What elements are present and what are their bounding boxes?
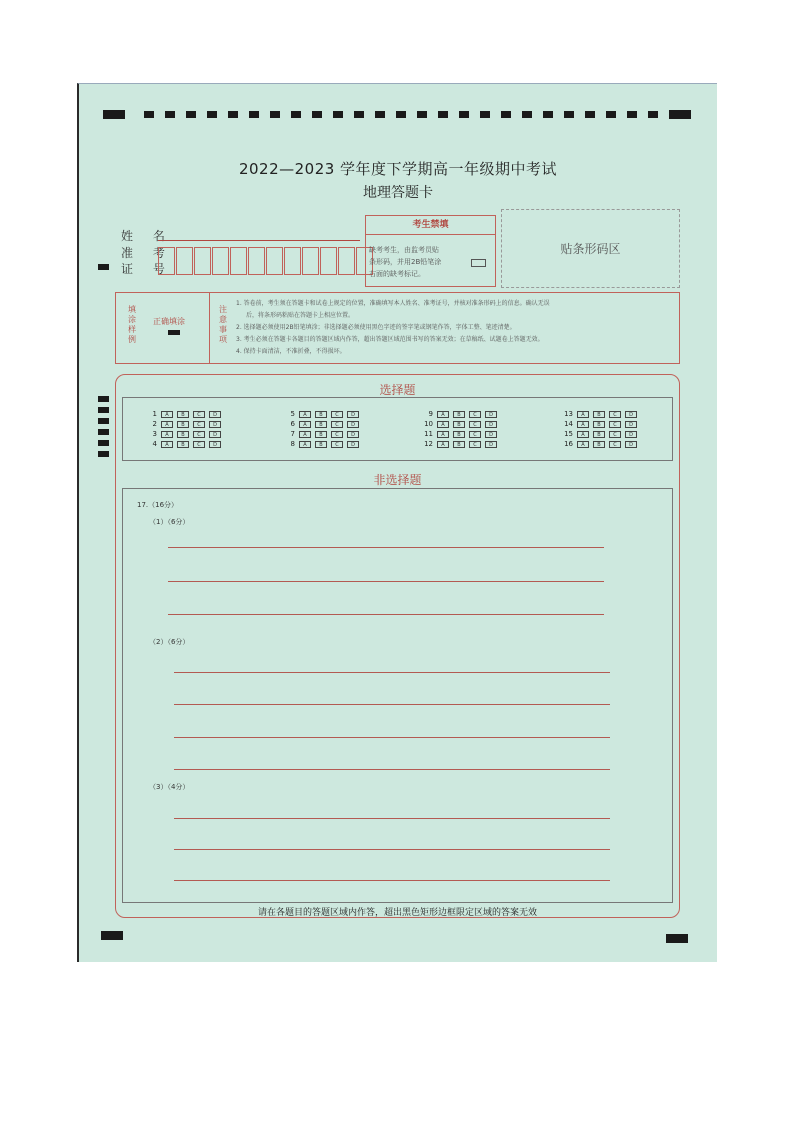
nonchoice-title: 非选择题 (373, 473, 422, 487)
answer-line[interactable] (168, 581, 604, 582)
question-17-label: 17.（16分） (137, 501, 179, 509)
correct-fill-label: 正确填涂 (153, 317, 185, 326)
answer-bubble[interactable]: B (177, 421, 189, 428)
question-number: 13 (564, 410, 573, 418)
exam-id-label-1: 准 考 (121, 246, 173, 260)
answer-bubble[interactable]: C (331, 411, 343, 418)
answer-bubble[interactable]: B (315, 411, 327, 418)
question-number: 15 (564, 430, 573, 438)
choice-question-row (559, 430, 641, 438)
forbidden-text-2: 条形码，并用2B铅笔涂 (369, 258, 442, 266)
choice-question-row (143, 420, 225, 428)
answer-bubble[interactable]: A (577, 441, 589, 448)
nonchoice-box (122, 488, 673, 903)
answer-bubble[interactable]: B (177, 441, 189, 448)
notes-list (236, 298, 550, 358)
choice-question-row (559, 420, 641, 428)
choice-question-row (281, 420, 363, 428)
choice-question-row (281, 410, 363, 418)
question-number: 10 (424, 420, 433, 428)
forbidden-text-1: 缺考考生，由监考员贴 (369, 246, 439, 254)
answer-bubble[interactable]: C (193, 441, 205, 448)
answer-bubble[interactable]: C (469, 411, 481, 418)
answer-sheet (77, 83, 717, 962)
answer-bubble[interactable]: A (577, 411, 589, 418)
answer-bubble[interactable]: D (209, 421, 221, 428)
choice-question-row (143, 430, 225, 438)
answer-bubble[interactable]: B (177, 431, 189, 438)
answer-bubble[interactable]: A (299, 411, 311, 418)
answer-bubble[interactable]: A (437, 421, 449, 428)
instructions-box (115, 292, 680, 364)
part-1-label: （1）（6分） (149, 518, 190, 526)
answer-bubble[interactable]: D (625, 421, 637, 428)
answer-bubble[interactable]: A (161, 411, 173, 418)
answer-bubble[interactable]: C (609, 421, 621, 428)
barcode-area (501, 209, 680, 288)
answer-bubble[interactable]: D (347, 431, 359, 438)
answer-bubble[interactable]: B (453, 411, 465, 418)
answer-line[interactable] (174, 818, 610, 819)
answer-bubble[interactable]: A (299, 431, 311, 438)
note-item: 2. 选择题必须使用2B铅笔填涂；非选择题必须使用黑色字迹的签字笔或钢笔作答，字体工整、笔迹清楚。 (236, 324, 516, 331)
answer-bubble[interactable]: C (193, 421, 205, 428)
answer-line[interactable] (174, 880, 610, 881)
answer-bubble[interactable]: B (453, 421, 465, 428)
answer-line[interactable] (174, 672, 610, 673)
question-number: 9 (428, 410, 433, 418)
choice-question-row (419, 440, 501, 448)
absent-mark-box[interactable] (471, 259, 486, 267)
answer-bubble[interactable]: C (331, 441, 343, 448)
answer-line[interactable] (174, 737, 610, 738)
answer-line[interactable] (174, 769, 610, 770)
answer-bubble[interactable]: C (609, 441, 621, 448)
answer-bubble[interactable]: D (209, 411, 221, 418)
answer-bubble[interactable]: C (469, 421, 481, 428)
answer-bubble[interactable]: D (625, 441, 637, 448)
answer-frame (115, 374, 680, 918)
choice-question-row (281, 430, 363, 438)
question-number: 8 (290, 440, 295, 448)
answer-bubble[interactable]: A (437, 411, 449, 418)
choice-question-row (419, 430, 501, 438)
choice-question-row (419, 410, 501, 418)
answer-bubble[interactable]: B (593, 411, 605, 418)
answer-bubble[interactable]: A (299, 421, 311, 428)
answer-bubble[interactable]: D (485, 421, 497, 428)
question-number: 6 (290, 420, 295, 428)
question-number: 1 (152, 410, 157, 418)
answer-bubble[interactable]: C (609, 411, 621, 418)
fill-example-label: 填涂样例 (128, 305, 136, 344)
answer-bubble[interactable]: D (347, 441, 359, 448)
answer-bubble[interactable]: A (299, 441, 311, 448)
name-field[interactable] (158, 240, 360, 241)
note-item: 后，将条形码粘贴在答题卡上相应位置。 (246, 312, 355, 319)
choice-question-row (143, 410, 225, 418)
choice-title: 选择题 (379, 383, 416, 397)
answer-bubble[interactable]: A (437, 441, 449, 448)
answer-bubble[interactable]: B (453, 441, 465, 448)
question-number: 14 (564, 420, 573, 428)
timing-mark-bottom-left (101, 931, 123, 940)
answer-bubble[interactable]: B (315, 421, 327, 428)
answer-line[interactable] (174, 704, 610, 705)
answer-bubble[interactable]: A (161, 431, 173, 438)
answer-line[interactable] (168, 614, 604, 615)
correct-fill-mark (168, 330, 180, 335)
answer-bubble[interactable]: D (625, 431, 637, 438)
answer-bubble[interactable]: C (193, 411, 205, 418)
exam-title: 2022—2023 学年度下学期高一年级期中考试 (238, 160, 558, 178)
side-timing-mark (98, 264, 109, 270)
question-number: 11 (424, 430, 433, 438)
answer-bubble[interactable]: D (485, 411, 497, 418)
answer-line[interactable] (168, 547, 604, 548)
answer-bubble[interactable]: A (161, 421, 173, 428)
answer-bubble[interactable]: C (331, 431, 343, 438)
choice-question-row (143, 440, 225, 448)
question-number: 16 (564, 440, 573, 448)
answer-bubble[interactable]: D (209, 431, 221, 438)
note-item: 4. 保持卡面清洁，不准折叠，不得损坏。 (236, 348, 346, 355)
note-item: 3. 考生必须在答题卡各题目的答题区域内作答，超出答题区域范围书写的答案无效；在草稿纸、试题卷上答题无效。 (236, 336, 544, 343)
question-number: 7 (290, 430, 295, 438)
name-label: 姓 名 (121, 229, 173, 243)
answer-bubble[interactable]: D (347, 411, 359, 418)
question-number: 3 (152, 430, 157, 438)
part-3-label: （3）（4分） (149, 783, 190, 791)
exam-id-grid[interactable] (158, 247, 374, 275)
answer-bubble[interactable]: D (347, 421, 359, 428)
answer-bubble[interactable]: B (593, 441, 605, 448)
answer-bubble[interactable]: A (437, 431, 449, 438)
answer-bubble[interactable]: A (577, 431, 589, 438)
answer-bubble[interactable]: B (315, 441, 327, 448)
answer-bubble[interactable]: D (209, 441, 221, 448)
answer-bubble[interactable]: C (331, 421, 343, 428)
answer-line[interactable] (174, 849, 610, 850)
answer-bubble[interactable]: D (485, 431, 497, 438)
answer-bubble[interactable]: A (161, 441, 173, 448)
forbidden-box (365, 215, 496, 287)
choice-box (122, 397, 673, 461)
answer-bubble[interactable]: A (577, 421, 589, 428)
choice-question-row (281, 440, 363, 448)
exam-id-label-2: 证 号 (121, 262, 173, 276)
footer-warning: 请在各题目的答题区域内作答，超出黑色矩形边框限定区域的答案无效 (257, 908, 537, 918)
notes-label: 注意事项 (219, 305, 227, 344)
exam-subtitle: 地理答题卡 (363, 185, 433, 201)
answer-bubble[interactable]: B (453, 431, 465, 438)
choice-question-row (419, 420, 501, 428)
answer-bubble[interactable]: C (469, 431, 481, 438)
answer-bubble[interactable]: C (609, 431, 621, 438)
answer-bubble[interactable]: B (315, 431, 327, 438)
answer-bubble[interactable]: B (593, 431, 605, 438)
question-number: 4 (152, 440, 157, 448)
choice-question-row (559, 440, 641, 448)
question-number: 2 (152, 420, 157, 428)
answer-bubble[interactable]: C (469, 441, 481, 448)
answer-bubble[interactable]: D (625, 411, 637, 418)
question-number: 5 (290, 410, 295, 418)
barcode-label: 贴条形码区 (560, 242, 621, 256)
answer-bubble[interactable]: D (485, 441, 497, 448)
timing-mark-bottom-right (666, 934, 688, 943)
answer-bubble[interactable]: C (193, 431, 205, 438)
answer-bubble[interactable]: B (177, 411, 189, 418)
answer-bubble[interactable]: B (593, 421, 605, 428)
note-item: 1. 答卷前，考生须在答题卡和试卷上规定的位置，准确填写本人姓名、准考证号，并核对准条形码上的信息。确认无误 (236, 300, 550, 307)
question-number: 12 (424, 440, 433, 448)
part-2-label: （2）（6分） (149, 638, 190, 646)
forbidden-text-3: 右面的缺考标记。 (369, 270, 425, 278)
forbidden-title: 考生禁填 (366, 216, 495, 235)
choice-question-row (559, 410, 641, 418)
